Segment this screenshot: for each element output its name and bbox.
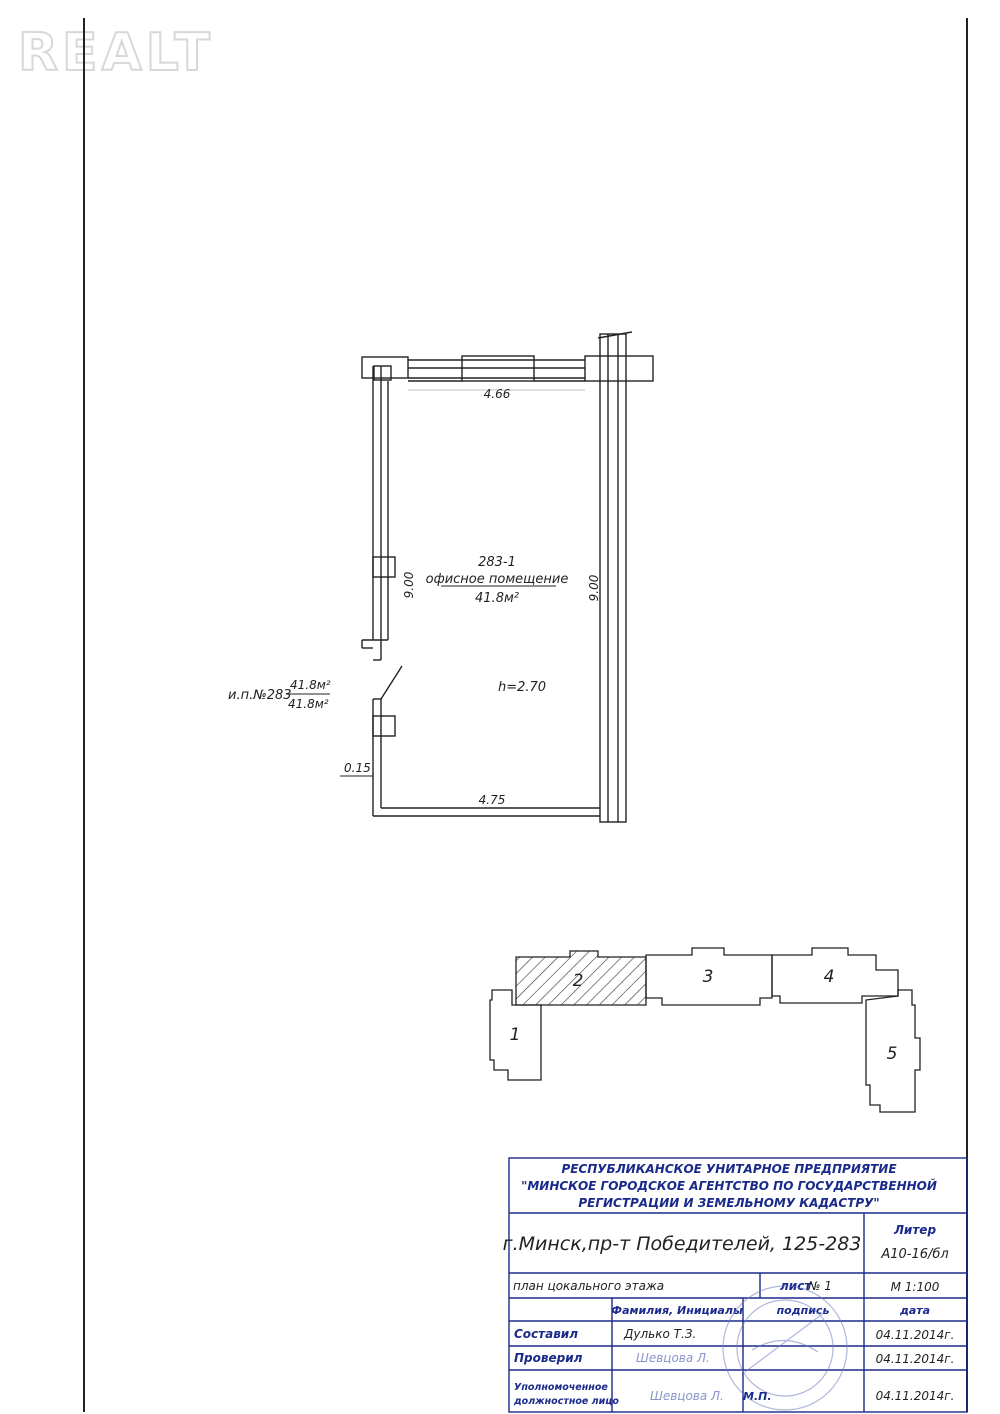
column-sign-header: подпись <box>776 1304 830 1317</box>
date-authorized: 04.11.2014г. <box>875 1389 955 1403</box>
column-date-header: дата <box>899 1304 931 1317</box>
sheet-label: лист <box>780 1279 812 1293</box>
key-label-4: 4 <box>823 967 835 987</box>
date-checked: 04.11.2014г. <box>875 1352 955 1366</box>
room-name: офисное помещение <box>425 572 569 587</box>
top-right-column <box>585 356 653 381</box>
room-area: 41.8м² <box>475 591 519 606</box>
dimension-wall: 0.15 <box>344 761 371 775</box>
premises-area-bottom: 41.8м² <box>288 697 329 711</box>
door-leaf <box>381 666 402 699</box>
dimension-bottom: 4.75 <box>478 793 506 807</box>
stamp-mp: М.П. <box>743 1390 772 1403</box>
watermark-logo: REALT <box>18 23 214 83</box>
org-line-2: "МИНСКОЕ ГОРОДСКОЕ АГЕНТСТВО ПО ГОСУДАРСТВЕННОЙ <box>521 1179 937 1193</box>
room-number: 283-1 <box>478 555 516 570</box>
liter-value: А10-16/бл <box>881 1247 949 1262</box>
role-authorized-line2: должностное лицо <box>514 1396 619 1407</box>
plan-type: план цокального этажа <box>513 1279 665 1293</box>
role-checked: Проверил <box>514 1351 583 1365</box>
scale: М 1:100 <box>890 1280 940 1294</box>
org-line-3: РЕГИСТРАЦИИ И ЗЕМЕЛЬНОМУ КАДАСТРУ" <box>578 1196 880 1210</box>
premises-area-top: 41.8м² <box>290 678 331 692</box>
key-label-5: 5 <box>886 1044 898 1064</box>
key-label-3: 3 <box>702 967 714 987</box>
org-line-1: РЕСПУБЛИКАНСКОЕ УНИТАРНОЕ ПРЕДПРИЯТИЕ <box>561 1162 897 1176</box>
address: г.Минск,пр-т Победителей, 125-283 <box>502 1233 862 1255</box>
role-compiled: Составил <box>514 1327 579 1341</box>
name-compiled: Дулько Т.З. <box>624 1327 697 1341</box>
key-label-2: 2 <box>572 971 584 991</box>
key-section-4 <box>772 948 898 1003</box>
sheet-number: № 1 <box>808 1279 832 1293</box>
role-authorized: Уполномоченное <box>514 1382 608 1393</box>
right-wall <box>600 334 626 822</box>
premises-label: и.п.№283 <box>228 688 292 703</box>
dimension-right: 9.00 <box>587 574 601 602</box>
top-left-column <box>362 357 408 378</box>
left-wall-pier-low <box>373 716 395 736</box>
name-checked: Шевцова Л. <box>636 1351 710 1365</box>
dimension-top: 4.66 <box>483 387 511 401</box>
date-compiled: 04.11.2014г. <box>875 1328 955 1342</box>
dimension-left: 9.00 <box>402 571 416 599</box>
column-name-header: Фамилия, Инициалы <box>611 1304 743 1317</box>
room-height: h=2.70 <box>497 680 547 695</box>
liter-label: Литер <box>893 1223 937 1237</box>
key-label-1: 1 <box>509 1025 521 1045</box>
name-authorized: Шевцова Л. <box>650 1389 724 1403</box>
left-wall-pier-mid <box>373 557 395 577</box>
